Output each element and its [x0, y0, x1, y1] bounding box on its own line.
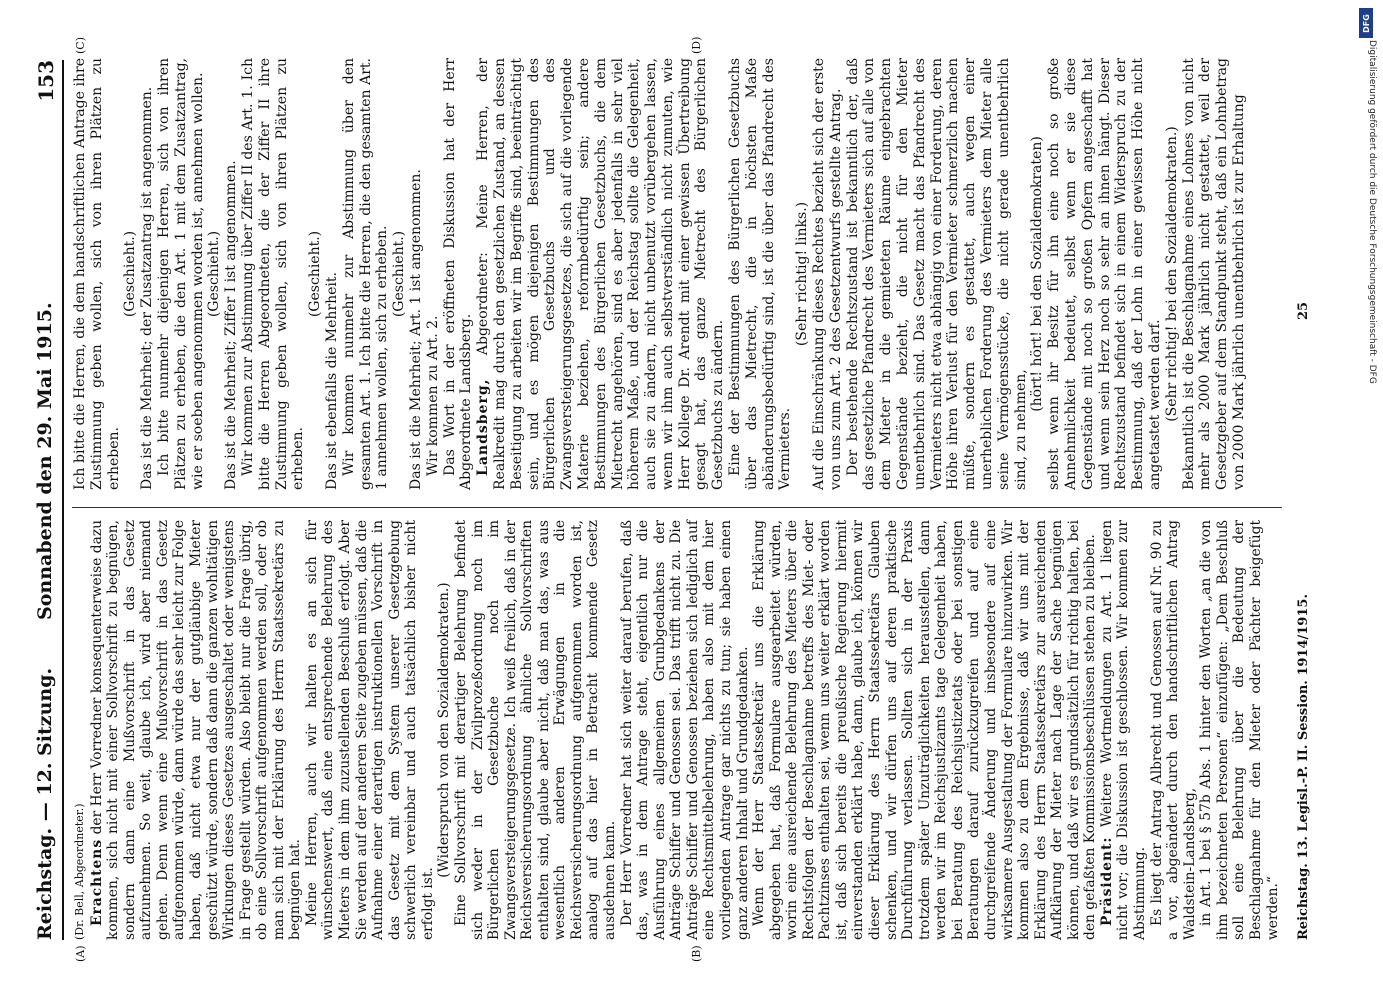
- interjection: (hört! hört! bei den Sozialdemokraten): [1029, 136, 1046, 412]
- interjection: (Sehr richtig! bei den Sozialdemokraten.): [1163, 126, 1180, 422]
- page-footer: [1296, 60, 1311, 940]
- dfg-sidebar: [1353, 0, 1383, 1000]
- interjection: (Sehr richtig! links.): [794, 201, 811, 347]
- paragraph-text: der Herr Vorredner konsequenterweise dazu kommen, sich nicht mit einer Sollvorschrift zu begnügen, sondern dann eine Mußvorschrift in das Gesetz aufzunehmen. So weit, glaube ich, wird aber niemand gehen. Denn wenn eine Mußvorschrift in das Gesetz aufgenommen würde, dann würde das sehr leicht zur Folge haben, daß nicht etwa nur der gutgläubige Mieter geschützt würde, sondern daß dann die ganzen wohltätigen Wirkungen dieses Gesetzes ausgeschaltet oder wenigstens in Frage gestellt würden. Also bleibt nur die Frage übrig, ob eine Sollvorschrift aufgenommen werden soll, oder ob man sich mit der Erklärung des Herrn Staatssekretärs zu begnügen hat.: [88, 520, 304, 940]
- paragraph: in Art. 1 bei § 57b Abs. 1 hinter den Worten „an die von ihm bezeichneten Personen“ einzufügen: „Dem Beschluß soll eine Belehrung über die Bedeutung der Beschlagnahme für den Mieter oder Pächter beigefügt werden.“: [1198, 520, 1281, 940]
- paragraph: Wenn der Herr Staatssekretär uns die Erklärung abgegeben hat, daß Formulare ausgearbeitet würden, worin eine ausreichende Belehrung des Mieters über die Rechtsfolgen der Beschlagnahme betreffs des Miet- oder Pachtzinses enthalten sei, wenn uns weiter erklärt worden ist, daß sich bereits die preußische Regierung hiermit einverstanden erklärt habe, dann, glaube ich, können wir dieser Erklärung des Herrn Staatssekretärs Glauben schenken, und wir dürfen uns auf deren praktische Durchführung verlassen. Sollten sich in der Praxis trotzdem später Unzuträglichkeiten herausstellen, dann werden wir im Reichsjustizamts tage Gelegenheit haben, bei Beratung des Reichsjustizetats oder bei sonstigen Beratungen darauf zurückzugreifen und auf eine durchgreifende Änderung und insbesondere auf eine wirksamere Ausgestaltung der Formulare hinzuwirken. Wir kommen also zu dem Ergebnisse, daß wir uns mit der Erklärung des Herrn Staatssekretärs zur ausreichenden Aufklärung der Mieter nach Lage der Sache begnügen können, und daß wir es grundsätzlich für richtig halten, bei den gefaßten Kommissionsbeschlüssen stehen zu bleiben.: [751, 520, 1099, 940]
- interjection: (Geschieht.): [307, 230, 324, 318]
- speaker-name: Präsident:: [1098, 836, 1115, 926]
- interjection: (Geschieht.): [391, 230, 408, 318]
- paragraph-text: Abgeordneter: Meine Herren, der Realkredit mag durch den gesetzlichen Zustand, an dessen Beseitigung zu arbeiten wir im Begriffe sind, beeinträchtigt sein, und es mögen diejenigen Bestimmungen des Bürgerlichen Gesetzbuchs und des Zwangsversteigerungsgesetzes, die sich auf die vorliegende Materie beziehen, reformbedürftig sein; andere Bestimmungen des Bürgerlichen Gesetzbuchs, die dem Mietrecht angehören, sind es aber jedenfalls in sehr viel höherem Maße, und der Reichstag sollte die Gelegenheit, auch sie zu ändern, nicht unbenutzt vorübergehen lassen, wenn wir ihm auch selbstverständlich nicht zumuten, wie Herr Kollege Dr. Arendt mit einer gewissen Übertreibung gesagt hat, das ganze Mietrecht des Bürgerlichen Gesetzbuchs zu ändern.: [475, 58, 727, 490]
- paragraph: Das ist ebenfalls die Mehrheit.: [323, 272, 340, 490]
- digitization-credit: Digitalisierung gefördert durch die Deutsche Forschungsgemeinschaft - DFG: [1367, 40, 1377, 384]
- paragraph: Wir kommen zur Abstimmung über Ziffer II des Art. 1. Ich bitte die Herren Abgeordneten, die der Ziffer II ihre Zustimmung geben wollen, sich von ihren Plätzen zu erheben.: [239, 58, 307, 490]
- paragraph: Der bestehende Rechtszustand ist bekanntlich der, daß das gesetzliche Pfandrecht des Vermieters sich auf alle von dem Mieter in die gemieteten Räume eingebrachten Gegenstände bezieht, die nicht für den Mieter unentbehrlich sind. Das Gesetz macht das Pfandrecht des Vermieters nicht etwa abhängig von einer Forderung, deren Höhe ihren Verlust für den Vermieter schmerzlich machen müßte, sondern es gestattet, auch wegen einer unerheblichen Forderung des Vermieters dem Mieter alle seine Vermögensstücke, die nicht gerade unentbehrlich sind, zu nehmen,: [844, 58, 1029, 490]
- speaker-continuation: (Dr. Bell, Abgeordneter.): [73, 803, 86, 940]
- marker-d: (D): [690, 36, 703, 54]
- paragraph-text: Weitere Wortmeldungen zu Art. 1 liegen nicht vor; die Diskussion ist geschlossen. Wir kommen zur Abstimmung.: [1098, 520, 1148, 940]
- paragraph: Auf die Einschränkung dieses Rechtes bezieht sich der erste von uns zum Art. 2 des Gesetzentwurfs gestellte Antrag.: [811, 58, 844, 490]
- paragraph: Ich bitte die Herren, die dem handschriftlichen Antrage ihre Zustimmung geben wollen, sich von ihren Plätzen zu erheben.: [72, 58, 122, 490]
- marker-b: (B): [690, 945, 703, 962]
- right-column: [72, 58, 1290, 490]
- paragraph: Bekanntlich ist die Beschlagnahme eines Lohnes von nicht mehr als 2000 Mark jährlich nicht gestattet, weil der Gesetzgeber auf dem Standpunkt steht, daß ein Lohnbetrag von 2000 Mark jährlich unentbehrlich ist zur Erhaltung: [1180, 58, 1247, 490]
- paragraph: [475, 58, 727, 490]
- dfg-logo: DFG: [1359, 8, 1373, 38]
- paragraph: Das Wort in der eröffneten Diskussion hat der Herr Abgeordnete Landsberg.: [441, 58, 475, 490]
- speaker-name: Landsberg,: [475, 378, 492, 476]
- interjection: (Geschieht.): [206, 230, 223, 318]
- header-left: Reichstag. — 12. Sitzung.: [34, 667, 56, 940]
- paragraph: selbst wenn ihr Besitz für ihn eine noch so große Annehmlichkeit bedeutet, selbst wenn er sie diese Gegenstände mit noch so großen Opfern angeschafft hat und wenn sein Herz noch so sehr an ihnen hängt. Dieser Rechtszustand befindet sich in einem Widerspruch zu der Bestimmung, daß der Lohn in einer gewissen Höhe nicht angetastet werden darf.: [1046, 58, 1163, 490]
- footer-page-mark: 25: [1296, 301, 1311, 320]
- interjection: (Widerspruch von den Sozialdemokraten.): [436, 582, 453, 878]
- speaker-name: Erachtens: [88, 838, 105, 926]
- marker-c: (C): [74, 37, 87, 54]
- paragraph: Wir kommen zu Art. 2.: [424, 315, 441, 476]
- header-date: Sonnabend den 29. Mai 1915.: [34, 302, 56, 620]
- left-column: [72, 520, 1290, 940]
- page-number: 153: [34, 60, 58, 102]
- column-divider: [72, 507, 1282, 508]
- paragraph: [1099, 520, 1149, 940]
- page-header: [28, 60, 64, 940]
- paragraph: Eine der Bestimmungen des Bürgerlichen Gesetzbuchs über das Mietrecht, die in höchsten Maße abänderungsbedürftig sind, ist die über das Pfandrecht des Vermieters.: [727, 58, 794, 490]
- interjection: (Geschieht.): [122, 230, 139, 318]
- footer-session: Reichstag. 13. Legisl.-P. II. Session. 1914/1915.: [1296, 594, 1311, 940]
- paragraph: Eine Sollvorschrift mit derartiger Belehrung befindet sich weder in der Zivilprozeßordnung noch im Bürgerlichen Gesetzbuche noch im Zwangsversteigerungsgesetze. Ich weiß freilich, daß in der Reichsversicherungsordnung ähnliche Sollvorschriften enthalten sind, glaube aber nicht, daß man das, was aus wesentlich anderen Erwägungen in die Reichsversicherungsordnung aufgenommen worden ist, analog auf das hier in Betracht kommende Gesetz ausdehnen kann.: [452, 520, 618, 940]
- paragraph: Ich bitte nunmehr diejenigen Herren, sich von ihren Plätzen zu erheben, die den Art. 1 mit dem Zusatzantrag, wie er soeben angenommen worden ist, annehmen wollen.: [155, 58, 206, 490]
- paragraph: Das ist die Mehrheit; der Zusatzantrag ist angenommen.: [139, 86, 156, 490]
- paragraph: Meine Herren, auch wir halten es an sich für wünschenswert, daß eine entsprechende Belehrung des Mieters in dem ihm zuzustellenden Beschluß erfolgt. Aber Sie werden auf der anderen Seite zugeben müssen, daß die Aufnahme einer derartigen instruktionellen Vorschrift in das Gesetz mit dem System unserer Gesetzgebung schwerlich vereinbar und auch tatsächlich bisher nicht erfolgt ist.: [303, 520, 436, 940]
- paragraph: Der Herr Vorredner hat sich weiter darauf berufen, daß das, was in dem Antrage steht, eigentlich nur die Ausführung eines allgemeinen Grunbgedankens der Anträge Schiffer und Genossen sei. Das trifft nicht zu. Die Anträge Schiffer und Genossen beziehen sich lediglich auf eine Rechtsmittelbelehrung, haben also mit dem hier vorliegenden Antrage gar nichts zu tun; sie haben einen ganz anderen Inhalt und Grundgedanken.: [618, 520, 751, 940]
- paragraph: Wir kommen nunmehr zur Abstimmung über den gesamten Art. 1. Ich bitte die Herren, die den gesamten Art. 1 annehmen wollen, sich zu erheben.: [340, 58, 391, 490]
- paragraph: Das ist die Mehrheit; Art. 1 ist angenommen.: [407, 169, 424, 490]
- paragraph: Das ist die Mehrheit; Ziffer I ist angenommen.: [223, 160, 240, 490]
- paragraph: [89, 520, 304, 940]
- marker-a: (A): [74, 945, 87, 962]
- paragraph: Es liegt der Antrag Albrecht und Genossen auf Nr. 90 zu a vor, abgeändert durch den handschriftlichen Antrag Waldstein-Landsberg,: [1148, 520, 1198, 940]
